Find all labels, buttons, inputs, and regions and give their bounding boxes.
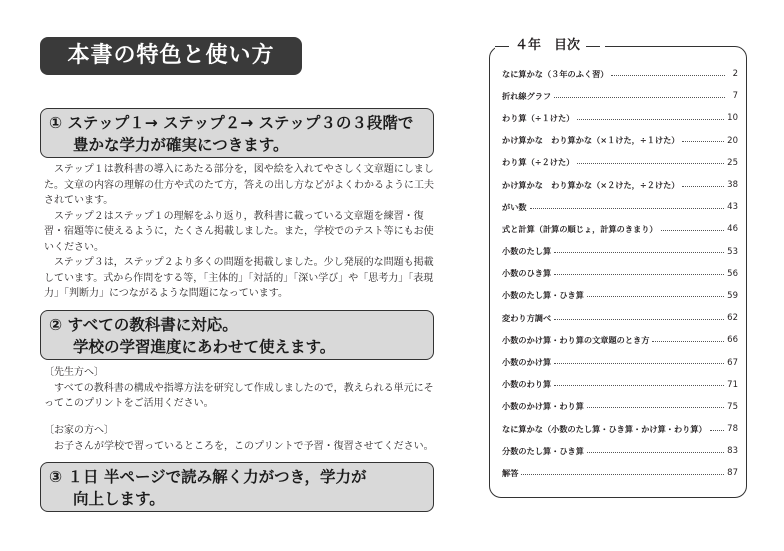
toc-leader (554, 97, 725, 98)
toc-item-title: かけ算かな わり算かな（×１けた，÷１けた） (502, 135, 680, 146)
toc-leader (554, 385, 724, 386)
section1-paragraph-3: ステップ３は，ステップ２より多くの問題を掲載しました。少し発展的な問題も掲載しています。式から作問をする等，「主体的」「対話的」「深い学び」や「思考力」「表現力」「判断力」につながるような問題になっています。 (44, 257, 434, 299)
family-label: 〔お家の方へ〕 (44, 425, 114, 436)
toc-item-page: 20 (727, 135, 738, 146)
toc-list (502, 63, 738, 485)
feature-banner-3 (40, 462, 434, 512)
toc-leader (652, 341, 724, 342)
section1-paragraph-1: ステップ１は教科書の導入にあたる部分を，図や絵を入れてやさしく文章題にしました。文章の内容の理解の仕方や式のたて方，答えの出し方などがよくわかるように工夫されています。 (44, 164, 434, 206)
toc-leader (577, 163, 724, 164)
toc-item-title: 小数のかけ算・わり算の文章題のとき方 (502, 334, 650, 345)
toc-item-title: わり算（÷２けた） (502, 157, 575, 168)
toc-leader (554, 319, 724, 320)
toc-item-page: 75 (727, 401, 738, 412)
toc-item-page: 83 (727, 446, 738, 457)
toc-leader (577, 119, 724, 120)
toc-item-page: 67 (727, 357, 738, 368)
section1-body (44, 162, 436, 302)
toc-item-title: 折れ線グラフ (502, 90, 552, 101)
toc-item (502, 418, 738, 440)
toc-item-page: 66 (727, 335, 738, 346)
family-note (44, 423, 436, 454)
page-title: 本書の特色と使い方 (40, 37, 302, 75)
toc-item-page: 10 (727, 113, 738, 124)
toc-heading-dash-left (495, 46, 509, 47)
toc-item-title: 変わり方調べ (502, 312, 552, 323)
toc-item-page: 7 (732, 91, 738, 102)
toc-item-title: かけ算かな わり算かな（×２けた，÷２けた） (502, 179, 680, 190)
toc-item-title: 小数のわり算 (502, 379, 552, 390)
toc-item (502, 85, 738, 107)
toc-leader (587, 296, 724, 297)
toc-heading-wrap (495, 36, 605, 56)
toc-item-page: 38 (727, 180, 738, 191)
feature-banner-3-line2: 向上します。 (73, 490, 165, 508)
feature-banner-1 (40, 108, 434, 158)
toc-item (502, 107, 738, 129)
toc-heading-dash-right (586, 46, 600, 47)
toc-item (502, 307, 738, 329)
feature-banner-2 (40, 310, 434, 360)
toc-item (502, 63, 738, 85)
toc-item-page: 62 (727, 313, 738, 324)
toc-item (502, 351, 738, 373)
toc-item (502, 329, 738, 351)
toc-item-title: 小数のたし算・ひき算 (502, 290, 584, 301)
feature-banner-2-line2: 学校の学習進度にあわせて使えます。 (73, 338, 336, 356)
toc-leader (554, 363, 724, 364)
teacher-label: 〔先生方へ〕 (44, 367, 104, 378)
toc-item (502, 285, 738, 307)
toc-leader (710, 430, 724, 431)
toc-leader (521, 474, 724, 475)
toc-item-title: がい数 (502, 201, 527, 212)
toc-item (502, 462, 738, 484)
teacher-text: すべての教科書の構成や指導方法を研究して作成しましたので，教えられる単元にそってこのプリントをご活用ください。 (44, 382, 434, 409)
toc-item-page: 71 (727, 379, 738, 390)
toc-item (502, 152, 738, 174)
toc-leader (530, 208, 725, 209)
toc-heading: ４年 目次 (515, 38, 581, 53)
toc-leader (682, 186, 724, 187)
feature-banner-1-line1: ① ステップ１→ ステップ２→ ステップ３の３段階で (49, 114, 414, 132)
toc-item (502, 440, 738, 462)
toc-leader (554, 252, 724, 253)
toc-item-title: 小数のたし算 (502, 246, 552, 257)
toc-item-page: 53 (727, 246, 738, 257)
toc-item-title: 小数のひき算 (502, 268, 552, 279)
toc-item-page: 59 (727, 290, 738, 301)
toc-item (502, 263, 738, 285)
toc-item-title: なに算かな（３年のふく習） (502, 68, 609, 79)
toc-item-page: 87 (727, 468, 738, 479)
feature-banner-2-line1: ② すべての教科書に対応。 (49, 316, 238, 334)
toc-item-title: 分数のたし算・ひき算 (502, 445, 584, 456)
toc-leader (661, 230, 725, 231)
toc-item-title: 式と計算（計算の順じょ，計算のきまり） (502, 223, 658, 234)
toc-item-title: 解答 (502, 467, 519, 478)
toc-item-title: なに算かな（小数のたし算・ひき算・かけ算・わり算） (502, 423, 707, 434)
toc-item-page: 43 (727, 202, 738, 213)
toc-item-page: 78 (727, 424, 738, 435)
toc-item (502, 374, 738, 396)
toc-item-title: 小数のかけ算・わり算 (502, 401, 584, 412)
toc-item-title: 小数のかけ算 (502, 357, 552, 368)
toc-item (502, 196, 738, 218)
section1-paragraph-2: ステップ２はステップ１の理解をふり返り，教科書に載っている文章題を練習・復習・宿題等に使えるように，たくさん掲載しました。また，学校でのテスト等にもお使いください。 (44, 210, 434, 253)
toc-item-page: 25 (727, 157, 738, 168)
toc-item (502, 174, 738, 196)
toc-item (502, 218, 738, 240)
toc-leader (554, 274, 724, 275)
toc-item-page: 46 (727, 224, 738, 235)
toc-leader (611, 75, 725, 76)
toc-leader (587, 407, 724, 408)
toc-item (502, 396, 738, 418)
feature-banner-3-line1: ③ １日 半ページで読み解く力がつき，学力が (49, 468, 367, 486)
toc-item-page: 2 (732, 69, 738, 80)
toc-item (502, 130, 738, 152)
teacher-note (44, 365, 436, 412)
toc-leader (587, 452, 724, 453)
toc-item-page: 56 (727, 268, 738, 279)
family-text: お子さんが学校で習っているところを，このプリントで予習・復習させてください。 (54, 440, 434, 452)
feature-banner-1-line2: 豊かな学力が確実につきます。 (73, 136, 289, 154)
toc-leader (682, 141, 724, 142)
toc-item-title: わり算（÷１けた） (502, 112, 575, 123)
toc-item (502, 241, 738, 263)
